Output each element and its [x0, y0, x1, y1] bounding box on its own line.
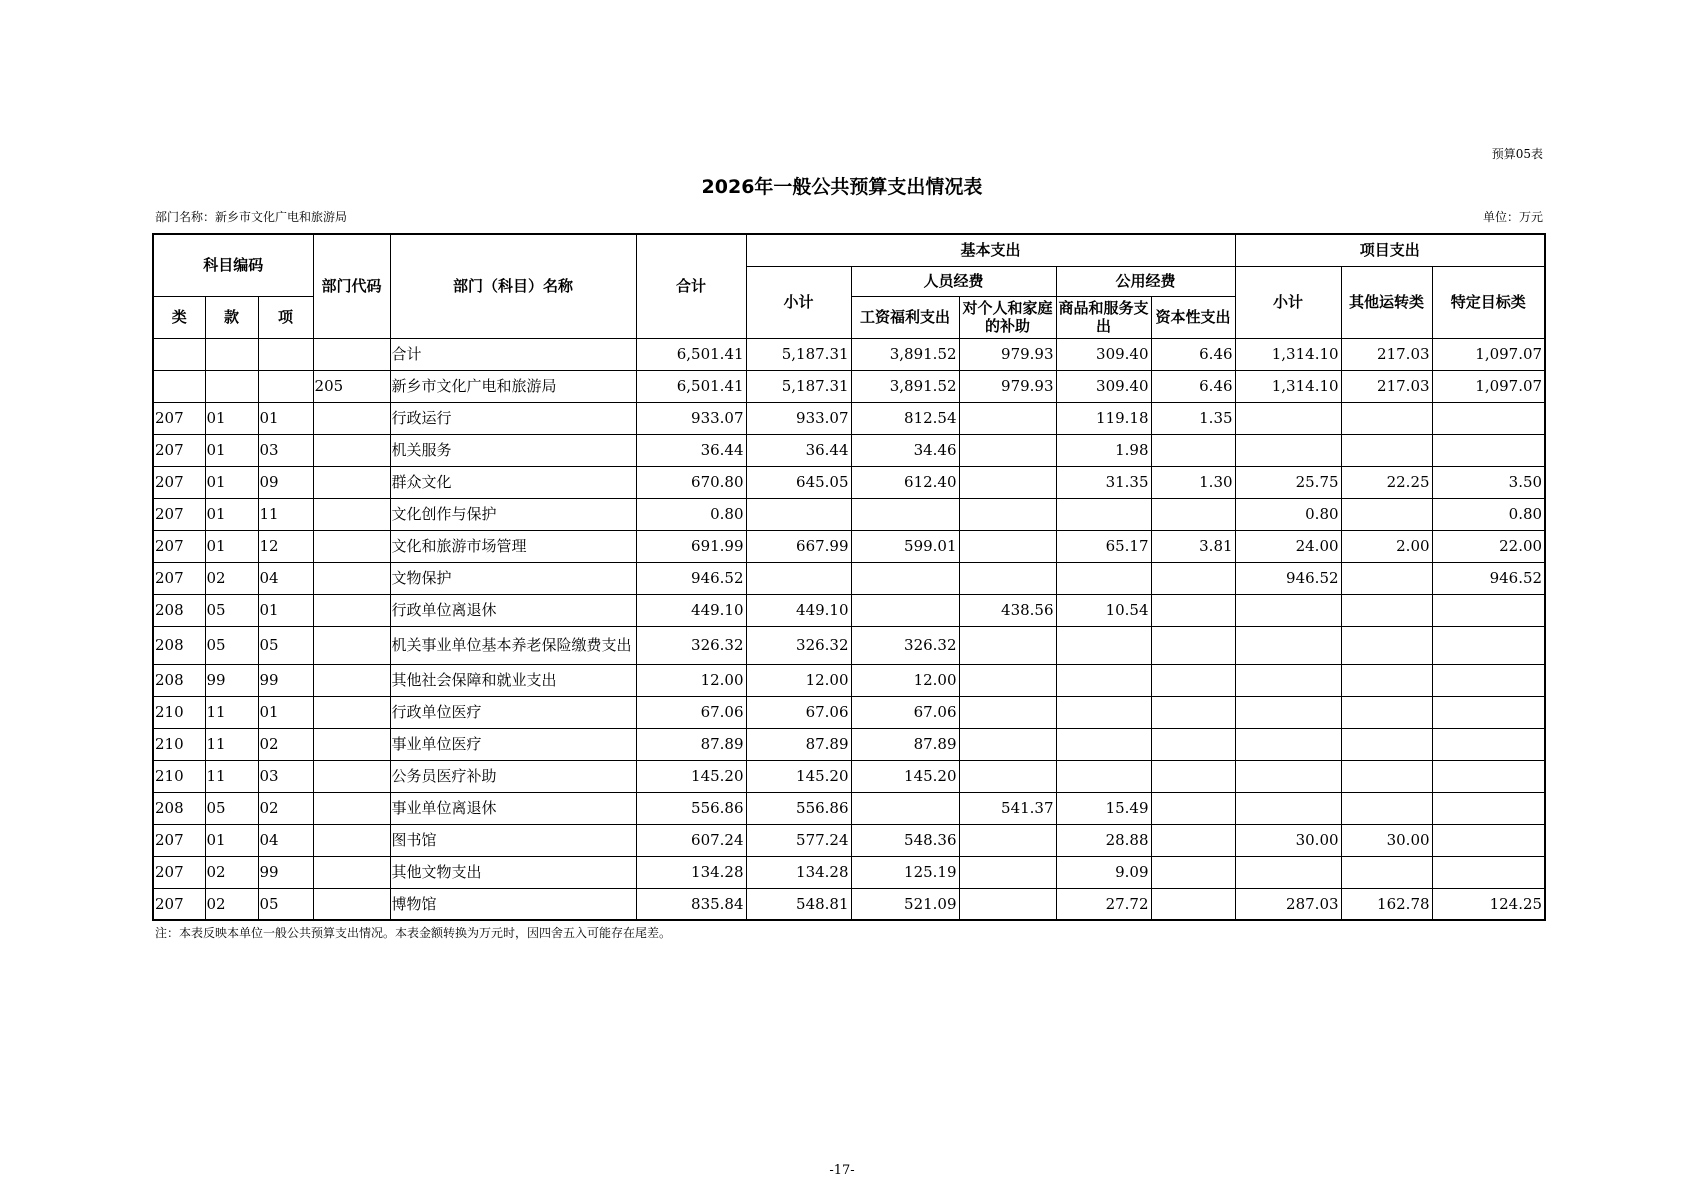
- cell-project-subtotal: [1235, 594, 1341, 626]
- cell-xiang: 05: [258, 626, 313, 664]
- header-project-subtotal: 小计: [1235, 266, 1341, 338]
- cell-class: 207: [153, 498, 205, 530]
- cell-capital: [1151, 728, 1235, 760]
- cell-dept-code: [313, 760, 390, 792]
- table-row: [153, 434, 1545, 466]
- cell-other-transfer: 162.78: [1341, 888, 1432, 920]
- cell-specific: [1432, 402, 1545, 434]
- cell-dept-code: [313, 498, 390, 530]
- cell-specific: 1,097.07: [1432, 338, 1545, 370]
- cell-total: 670.80: [636, 466, 746, 498]
- cell-capital: 1.35: [1151, 402, 1235, 434]
- cell-name: 事业单位医疗: [390, 728, 636, 760]
- header-subsidy: 对个人和家庭的补助: [959, 296, 1056, 338]
- cell-xiang: 01: [258, 402, 313, 434]
- cell-xiang: 05: [258, 888, 313, 920]
- cell-goods: [1056, 760, 1151, 792]
- cell-specific: [1432, 696, 1545, 728]
- cell-other-transfer: [1341, 594, 1432, 626]
- cell-project-subtotal: 25.75: [1235, 466, 1341, 498]
- cell-project-subtotal: 30.00: [1235, 824, 1341, 856]
- cell-dept-code: [313, 728, 390, 760]
- cell-basic-subtotal: 5,187.31: [746, 370, 851, 402]
- cell-project-subtotal: 1,314.10: [1235, 370, 1341, 402]
- cell-goods: 9.09: [1056, 856, 1151, 888]
- cell-wages: 34.46: [851, 434, 959, 466]
- table-row: [153, 856, 1545, 888]
- cell-name: 行政运行: [390, 402, 636, 434]
- cell-other-transfer: [1341, 498, 1432, 530]
- cell-xiang: 12: [258, 530, 313, 562]
- cell-capital: [1151, 856, 1235, 888]
- table-body: [153, 338, 1545, 920]
- department-label: 部门名称：新乡市文化广电和旅游局: [155, 210, 348, 224]
- cell-capital: 3.81: [1151, 530, 1235, 562]
- cell-xiang: 99: [258, 664, 313, 696]
- cell-class: 210: [153, 760, 205, 792]
- cell-specific: [1432, 434, 1545, 466]
- cell-xiang: 04: [258, 562, 313, 594]
- cell-wages: 3,891.52: [851, 338, 959, 370]
- cell-specific: 1,097.07: [1432, 370, 1545, 402]
- cell-dept-code: [313, 530, 390, 562]
- cell-name: 其他文物支出: [390, 856, 636, 888]
- cell-name: 新乡市文化广电和旅游局: [390, 370, 636, 402]
- cell-name: 图书馆: [390, 824, 636, 856]
- cell-total: 835.84: [636, 888, 746, 920]
- cell-kuan: 11: [205, 696, 258, 728]
- cell-project-subtotal: [1235, 626, 1341, 664]
- table-row: [153, 626, 1545, 664]
- cell-wages: 87.89: [851, 728, 959, 760]
- cell-basic-subtotal: 5,187.31: [746, 338, 851, 370]
- cell-dept-code: [313, 888, 390, 920]
- header-kuan: 款: [205, 296, 258, 338]
- unit-label: 单位：万元: [1482, 210, 1543, 224]
- cell-subsidy: 979.93: [959, 338, 1056, 370]
- cell-goods: [1056, 498, 1151, 530]
- cell-total: 0.80: [636, 498, 746, 530]
- cell-goods: 65.17: [1056, 530, 1151, 562]
- cell-capital: [1151, 792, 1235, 824]
- cell-other-transfer: 30.00: [1341, 824, 1432, 856]
- cell-other-transfer: [1341, 696, 1432, 728]
- cell-goods: 10.54: [1056, 594, 1151, 626]
- cell-wages: 3,891.52: [851, 370, 959, 402]
- cell-class: 210: [153, 696, 205, 728]
- cell-capital: 6.46: [1151, 370, 1235, 402]
- cell-wages: 599.01: [851, 530, 959, 562]
- cell-subsidy: [959, 402, 1056, 434]
- cell-name: 行政单位离退休: [390, 594, 636, 626]
- cell-xiang: 02: [258, 728, 313, 760]
- cell-basic-subtotal: 577.24: [746, 824, 851, 856]
- cell-class: 208: [153, 792, 205, 824]
- cell-total: 87.89: [636, 728, 746, 760]
- cell-total: 36.44: [636, 434, 746, 466]
- cell-class: 207: [153, 434, 205, 466]
- cell-name: 事业单位离退休: [390, 792, 636, 824]
- header-name: 部门（科目）名称: [390, 234, 636, 338]
- table-row: [153, 562, 1545, 594]
- cell-xiang: 99: [258, 856, 313, 888]
- cell-dept-code: [313, 562, 390, 594]
- cell-total: 326.32: [636, 626, 746, 664]
- cell-capital: [1151, 888, 1235, 920]
- cell-goods: 309.40: [1056, 338, 1151, 370]
- cell-wages: [851, 594, 959, 626]
- cell-class: 207: [153, 888, 205, 920]
- cell-subsidy: [959, 562, 1056, 594]
- table-row: [153, 728, 1545, 760]
- cell-total: 12.00: [636, 664, 746, 696]
- cell-xiang: 04: [258, 824, 313, 856]
- cell-subsidy: 979.93: [959, 370, 1056, 402]
- cell-name: 机关服务: [390, 434, 636, 466]
- cell-capital: [1151, 824, 1235, 856]
- form-number: 预算05表: [1491, 147, 1543, 161]
- cell-kuan: 99: [205, 664, 258, 696]
- cell-subsidy: 438.56: [959, 594, 1056, 626]
- cell-capital: [1151, 562, 1235, 594]
- cell-project-subtotal: [1235, 728, 1341, 760]
- cell-wages: 145.20: [851, 760, 959, 792]
- table-row: [153, 696, 1545, 728]
- cell-wages: [851, 562, 959, 594]
- cell-dept-code: [313, 792, 390, 824]
- cell-xiang: [258, 370, 313, 402]
- cell-basic-subtotal: 87.89: [746, 728, 851, 760]
- cell-subsidy: [959, 434, 1056, 466]
- cell-goods: 27.72: [1056, 888, 1151, 920]
- cell-basic-subtotal: [746, 562, 851, 594]
- cell-project-subtotal: [1235, 856, 1341, 888]
- cell-total: 6,501.41: [636, 338, 746, 370]
- cell-kuan: 01: [205, 402, 258, 434]
- cell-subsidy: [959, 888, 1056, 920]
- cell-goods: [1056, 626, 1151, 664]
- cell-specific: [1432, 594, 1545, 626]
- cell-specific: 0.80: [1432, 498, 1545, 530]
- header-xiang: 项: [258, 296, 313, 338]
- cell-basic-subtotal: 667.99: [746, 530, 851, 562]
- cell-specific: 22.00: [1432, 530, 1545, 562]
- cell-subsidy: 541.37: [959, 792, 1056, 824]
- cell-class: 208: [153, 626, 205, 664]
- cell-other-transfer: [1341, 664, 1432, 696]
- table-row: [153, 824, 1545, 856]
- cell-goods: 119.18: [1056, 402, 1151, 434]
- cell-project-subtotal: 0.80: [1235, 498, 1341, 530]
- header-wages: 工资福利支出: [851, 296, 959, 338]
- header-capital: 资本性支出: [1151, 296, 1235, 338]
- cell-total: 933.07: [636, 402, 746, 434]
- cell-specific: 124.25: [1432, 888, 1545, 920]
- cell-name: 文物保护: [390, 562, 636, 594]
- table-row: [153, 760, 1545, 792]
- cell-capital: [1151, 696, 1235, 728]
- cell-name: 合计: [390, 338, 636, 370]
- table-row: [153, 594, 1545, 626]
- cell-class: 208: [153, 664, 205, 696]
- cell-wages: 812.54: [851, 402, 959, 434]
- cell-basic-subtotal: 67.06: [746, 696, 851, 728]
- cell-other-transfer: 217.03: [1341, 338, 1432, 370]
- cell-goods: 31.35: [1056, 466, 1151, 498]
- cell-capital: [1151, 434, 1235, 466]
- cell-other-transfer: 2.00: [1341, 530, 1432, 562]
- header-personnel: 人员经费: [851, 266, 1056, 296]
- cell-class: 207: [153, 824, 205, 856]
- header-specific: 特定目标类: [1432, 266, 1545, 338]
- cell-specific: [1432, 856, 1545, 888]
- cell-specific: [1432, 824, 1545, 856]
- cell-name: 公务员医疗补助: [390, 760, 636, 792]
- cell-kuan: 02: [205, 856, 258, 888]
- cell-dept-code: [313, 696, 390, 728]
- cell-other-transfer: [1341, 562, 1432, 594]
- cell-specific: [1432, 664, 1545, 696]
- cell-kuan: 05: [205, 594, 258, 626]
- table-row: [153, 402, 1545, 434]
- cell-basic-subtotal: 449.10: [746, 594, 851, 626]
- cell-xiang: 09: [258, 466, 313, 498]
- cell-goods: 1.98: [1056, 434, 1151, 466]
- cell-project-subtotal: 946.52: [1235, 562, 1341, 594]
- cell-kuan: 01: [205, 466, 258, 498]
- header-other-transfer: 其他运转类: [1341, 266, 1432, 338]
- cell-kuan: [205, 370, 258, 402]
- cell-wages: [851, 792, 959, 824]
- cell-class: [153, 370, 205, 402]
- cell-kuan: 01: [205, 434, 258, 466]
- header-goods: 商品和服务支出: [1056, 296, 1151, 338]
- cell-capital: [1151, 664, 1235, 696]
- budget-table: [152, 233, 1546, 921]
- header-public-funds: 公用经费: [1056, 266, 1235, 296]
- cell-xiang: 03: [258, 760, 313, 792]
- cell-name: 文化创作与保护: [390, 498, 636, 530]
- cell-project-subtotal: 24.00: [1235, 530, 1341, 562]
- table-row: [153, 888, 1545, 920]
- cell-kuan: 05: [205, 626, 258, 664]
- cell-goods: [1056, 664, 1151, 696]
- cell-kuan: 02: [205, 888, 258, 920]
- cell-capital: [1151, 498, 1235, 530]
- cell-capital: [1151, 594, 1235, 626]
- cell-wages: 326.32: [851, 626, 959, 664]
- cell-xiang: 11: [258, 498, 313, 530]
- cell-wages: 521.09: [851, 888, 959, 920]
- cell-kuan: 11: [205, 760, 258, 792]
- cell-other-transfer: [1341, 434, 1432, 466]
- cell-total: 67.06: [636, 696, 746, 728]
- cell-wages: 548.36: [851, 824, 959, 856]
- header-project: 项目支出: [1235, 234, 1545, 266]
- cell-kuan: 02: [205, 562, 258, 594]
- cell-total: 6,501.41: [636, 370, 746, 402]
- cell-dept-code: [313, 402, 390, 434]
- header-basic-subtotal: 小计: [746, 266, 851, 338]
- cell-other-transfer: 22.25: [1341, 466, 1432, 498]
- page-title: 2026年一般公共预算支出情况表: [701, 176, 983, 198]
- cell-basic-subtotal: [746, 498, 851, 530]
- cell-class: 210: [153, 728, 205, 760]
- cell-kuan: [205, 338, 258, 370]
- table-row: [153, 498, 1545, 530]
- cell-total: 145.20: [636, 760, 746, 792]
- cell-project-subtotal: 287.03: [1235, 888, 1341, 920]
- table-row: [153, 338, 1545, 370]
- cell-subsidy: [959, 824, 1056, 856]
- cell-name: 机关事业单位基本养老保险缴费支出: [390, 626, 636, 664]
- cell-xiang: 02: [258, 792, 313, 824]
- cell-total: 556.86: [636, 792, 746, 824]
- cell-dept-code: [313, 856, 390, 888]
- table-row: [153, 530, 1545, 562]
- cell-other-transfer: [1341, 402, 1432, 434]
- cell-project-subtotal: [1235, 434, 1341, 466]
- cell-class: 207: [153, 402, 205, 434]
- cell-total: 607.24: [636, 824, 746, 856]
- cell-dept-code: [313, 434, 390, 466]
- page-number: -17-: [829, 1163, 855, 1178]
- cell-name: 其他社会保障和就业支出: [390, 664, 636, 696]
- cell-basic-subtotal: 134.28: [746, 856, 851, 888]
- cell-name: 群众文化: [390, 466, 636, 498]
- cell-project-subtotal: 1,314.10: [1235, 338, 1341, 370]
- cell-xiang: [258, 338, 313, 370]
- cell-project-subtotal: [1235, 696, 1341, 728]
- header-total: 合计: [636, 234, 746, 338]
- cell-subsidy: [959, 696, 1056, 728]
- cell-specific: [1432, 728, 1545, 760]
- cell-total: 449.10: [636, 594, 746, 626]
- cell-capital: [1151, 760, 1235, 792]
- footnote: 注：本表反映本单位一般公共预算支出情况。本表金额转换为万元时，因四舍五入可能存在尾差。: [155, 926, 672, 940]
- cell-subsidy: [959, 760, 1056, 792]
- cell-other-transfer: [1341, 626, 1432, 664]
- cell-goods: 15.49: [1056, 792, 1151, 824]
- cell-total: 691.99: [636, 530, 746, 562]
- cell-specific: 3.50: [1432, 466, 1545, 498]
- cell-project-subtotal: [1235, 402, 1341, 434]
- cell-kuan: 11: [205, 728, 258, 760]
- cell-subsidy: [959, 466, 1056, 498]
- cell-total: 946.52: [636, 562, 746, 594]
- table-row: [153, 792, 1545, 824]
- cell-specific: [1432, 792, 1545, 824]
- cell-subsidy: [959, 498, 1056, 530]
- cell-class: 208: [153, 594, 205, 626]
- cell-wages: 125.19: [851, 856, 959, 888]
- cell-other-transfer: [1341, 728, 1432, 760]
- cell-total: 134.28: [636, 856, 746, 888]
- cell-project-subtotal: [1235, 664, 1341, 696]
- cell-class: 207: [153, 562, 205, 594]
- cell-subsidy: [959, 664, 1056, 696]
- cell-basic-subtotal: 933.07: [746, 402, 851, 434]
- cell-dept-code: [313, 338, 390, 370]
- cell-class: 207: [153, 856, 205, 888]
- cell-basic-subtotal: 645.05: [746, 466, 851, 498]
- table-row: [153, 466, 1545, 498]
- cell-kuan: 01: [205, 498, 258, 530]
- cell-kuan: 01: [205, 530, 258, 562]
- cell-dept-code: [313, 626, 390, 664]
- cell-kuan: 05: [205, 792, 258, 824]
- cell-specific: [1432, 760, 1545, 792]
- cell-capital: 6.46: [1151, 338, 1235, 370]
- cell-other-transfer: 217.03: [1341, 370, 1432, 402]
- cell-subsidy: [959, 856, 1056, 888]
- cell-name: 文化和旅游市场管理: [390, 530, 636, 562]
- cell-xiang: 03: [258, 434, 313, 466]
- cell-xiang: 01: [258, 594, 313, 626]
- cell-wages: [851, 498, 959, 530]
- cell-basic-subtotal: 36.44: [746, 434, 851, 466]
- cell-wages: 67.06: [851, 696, 959, 728]
- cell-goods: 28.88: [1056, 824, 1151, 856]
- cell-wages: 12.00: [851, 664, 959, 696]
- cell-goods: [1056, 696, 1151, 728]
- cell-subsidy: [959, 728, 1056, 760]
- cell-goods: [1056, 562, 1151, 594]
- cell-other-transfer: [1341, 760, 1432, 792]
- table-row: [153, 370, 1545, 402]
- cell-basic-subtotal: 12.00: [746, 664, 851, 696]
- cell-dept-code: [313, 466, 390, 498]
- cell-class: [153, 338, 205, 370]
- table-row: [153, 664, 1545, 696]
- cell-class: 207: [153, 466, 205, 498]
- cell-dept-code: [313, 594, 390, 626]
- cell-name: 博物馆: [390, 888, 636, 920]
- header-cls: 类: [153, 296, 205, 338]
- cell-basic-subtotal: 145.20: [746, 760, 851, 792]
- header-basic: 基本支出: [746, 234, 1235, 266]
- cell-other-transfer: [1341, 856, 1432, 888]
- cell-kuan: 01: [205, 824, 258, 856]
- cell-specific: [1432, 626, 1545, 664]
- cell-basic-subtotal: 556.86: [746, 792, 851, 824]
- header-dept-code: 部门代码: [313, 234, 390, 338]
- cell-project-subtotal: [1235, 792, 1341, 824]
- cell-wages: 612.40: [851, 466, 959, 498]
- cell-project-subtotal: [1235, 760, 1341, 792]
- cell-xiang: 01: [258, 696, 313, 728]
- cell-subsidy: [959, 626, 1056, 664]
- cell-basic-subtotal: 548.81: [746, 888, 851, 920]
- cell-goods: 309.40: [1056, 370, 1151, 402]
- cell-capital: [1151, 626, 1235, 664]
- cell-specific: 946.52: [1432, 562, 1545, 594]
- cell-basic-subtotal: 326.32: [746, 626, 851, 664]
- cell-name: 行政单位医疗: [390, 696, 636, 728]
- cell-dept-code: [313, 824, 390, 856]
- header-subject-code: 科目编码: [153, 234, 313, 296]
- cell-dept-code: [313, 664, 390, 696]
- cell-other-transfer: [1341, 792, 1432, 824]
- cell-capital: 1.30: [1151, 466, 1235, 498]
- cell-class: 207: [153, 530, 205, 562]
- cell-dept-code: 205: [313, 370, 390, 402]
- cell-goods: [1056, 728, 1151, 760]
- cell-subsidy: [959, 530, 1056, 562]
